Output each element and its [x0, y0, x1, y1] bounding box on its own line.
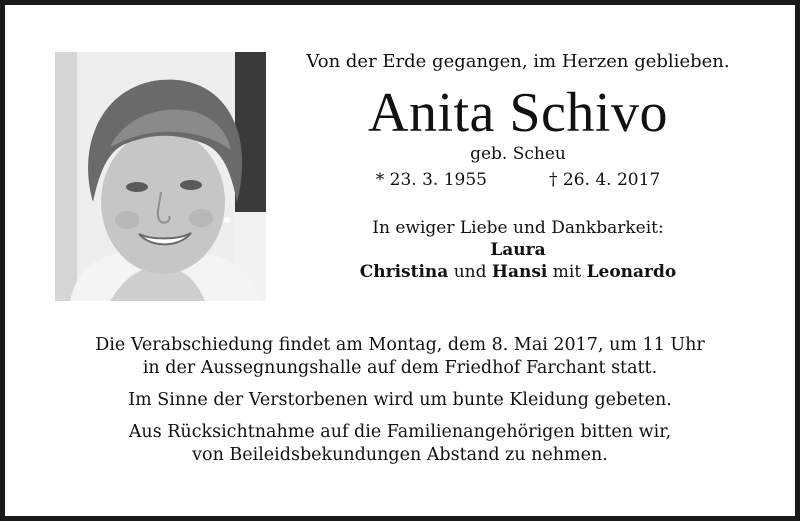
- funeral-line-1: Die Verabschiedung findet am Montag, dem 8. Mai 2017, um 11 Uhr: [95, 335, 705, 355]
- motto-line: Von der Erde gegangen, im Herzen geblieben.: [306, 51, 730, 72]
- death-date: † 26. 4. 2017: [549, 170, 661, 190]
- life-dates: [283, 169, 753, 191]
- family-line-1: [283, 239, 753, 261]
- family-member-christina: Christina: [359, 262, 449, 282]
- family-member-hansi: Hansi: [491, 262, 548, 282]
- preposition-mit: mit: [552, 262, 582, 282]
- condolence-line-1: Aus Rücksichtnahme auf die Familienangehörigen bitten wir,: [128, 422, 672, 442]
- portrait-photo: [55, 52, 266, 301]
- funeral-line-2: in der Aussegnungshalle auf dem Friedhof Farchant statt.: [142, 358, 658, 378]
- birth-name: geb. Scheu: [470, 144, 566, 164]
- conjunction-und: und: [453, 262, 487, 282]
- family-intro: In ewiger Liebe und Dankbarkeit:: [372, 218, 664, 238]
- clothing-request: Im Sinne der Verstorbenen wird um bunte Kleidung gebeten.: [128, 390, 672, 410]
- funeral-info: [35, 334, 765, 380]
- condolence-request: [35, 421, 765, 467]
- family-member-leonardo: Leonardo: [586, 262, 677, 282]
- deceased-name: Anita Schivo: [368, 82, 668, 144]
- condolence-line-2: von Beileidsbekundungen Abstand zu nehmen.: [192, 445, 608, 465]
- birth-date: * 23. 3. 1955: [375, 170, 487, 190]
- header-block: [283, 50, 753, 283]
- portrait-image: [55, 52, 266, 301]
- notice-block: [35, 334, 765, 467]
- family-line-2: [283, 261, 753, 283]
- family-member-laura: Laura: [490, 240, 546, 260]
